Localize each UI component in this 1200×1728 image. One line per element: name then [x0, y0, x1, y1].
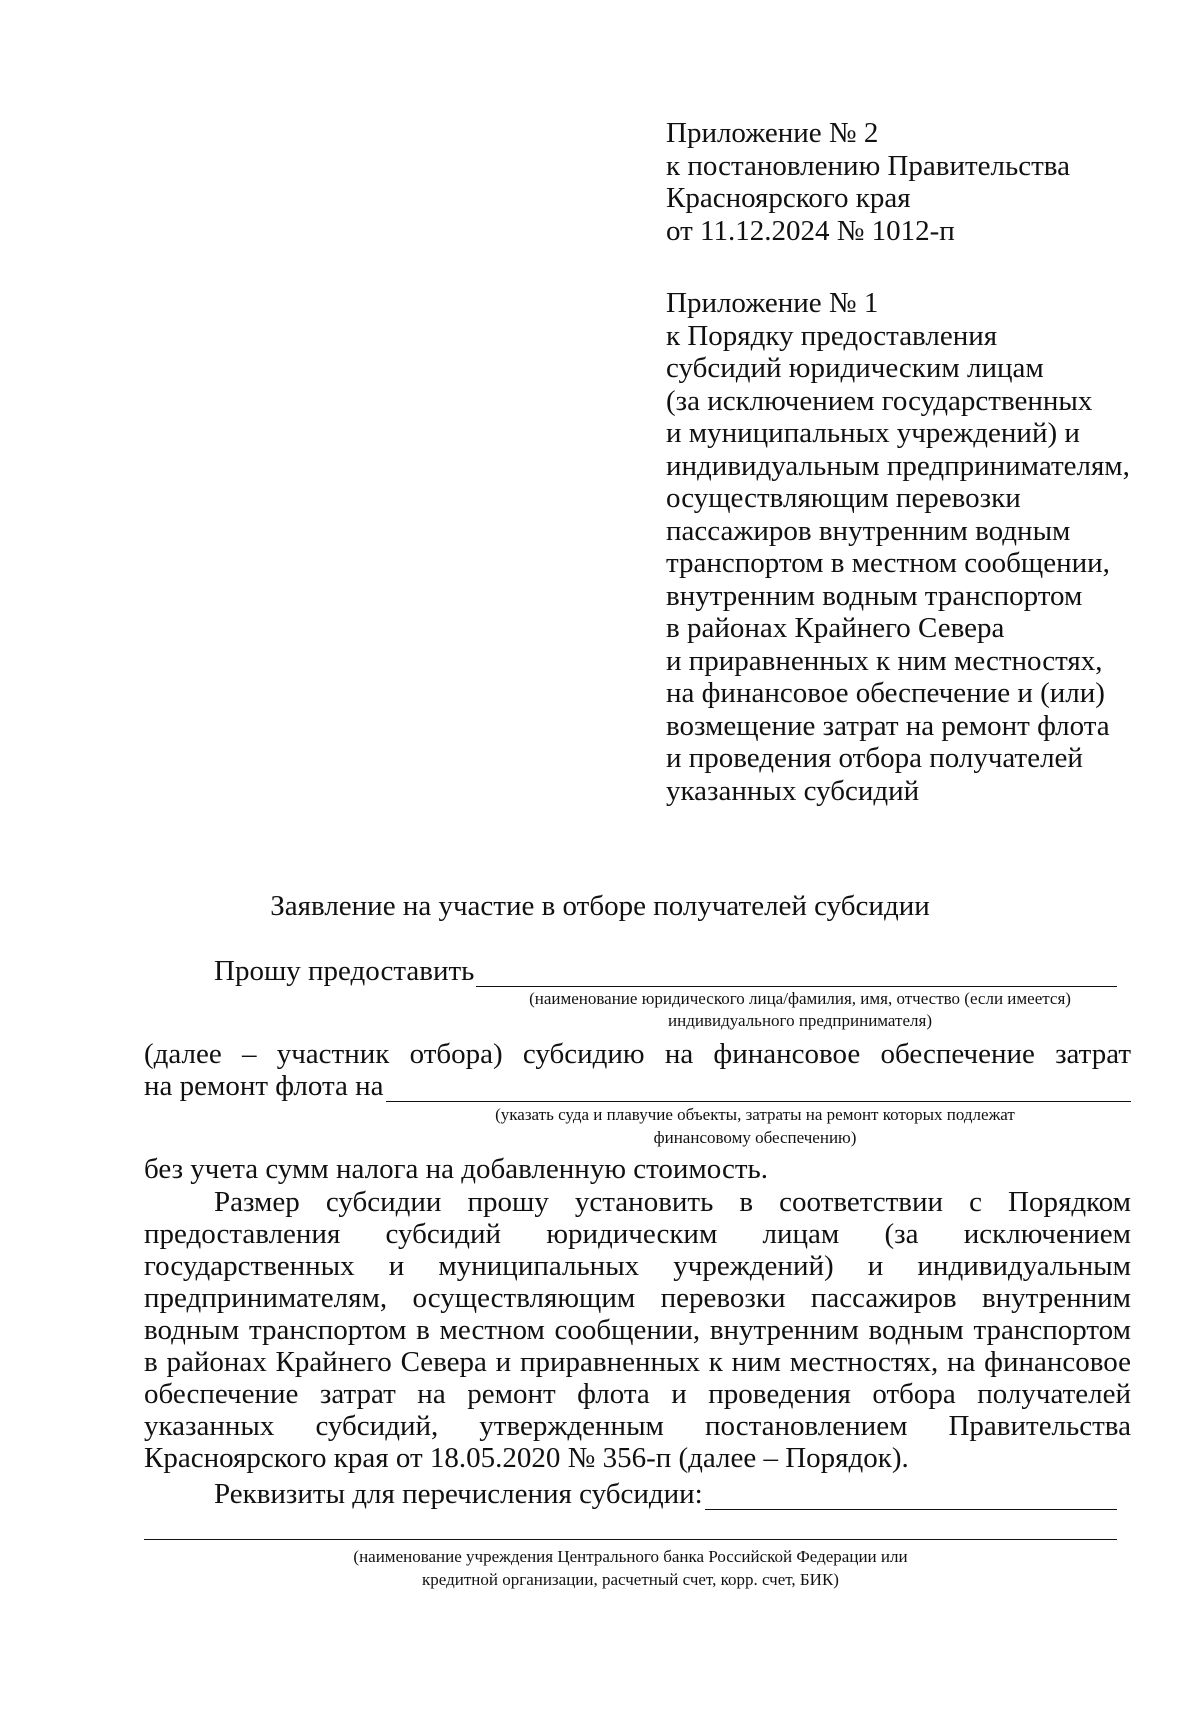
requisites-row — [214, 1478, 1117, 1510]
paragraph-line: предпринимателям, осуществляющим перевозки пассажиров внутренним — [144, 1282, 1131, 1314]
paragraph-line: Красноярского края от 18.05.2020 № 356-п (далее – Порядок). — [144, 1442, 909, 1474]
attachment-line: транспортом в местном сообщении, — [666, 547, 1110, 579]
paragraph-line: указанных субсидий, утвержденным постановлением Правительства — [144, 1410, 1131, 1442]
field-caption: (наименование учреждения Центрального банка Российской Федерации или — [353, 1547, 908, 1566]
field-caption: (указать суда и плавучие объекты, затраты на ремонт которых подлежат — [495, 1105, 1015, 1124]
request-row — [214, 955, 1117, 987]
attachment-line: Красноярского края — [666, 182, 911, 214]
attachment-line: к постановлению Правительства — [666, 149, 1070, 182]
paragraph-line: в районах Крайнего Севера и приравненных к ним местностях, на финансовое — [144, 1346, 1131, 1378]
attachment-line: осуществляющим перевозки — [666, 482, 1021, 514]
attachment-line: пассажиров внутренним водным — [666, 514, 1071, 547]
paragraph-line: водным транспортом в местном сообщении, внутренним водным транспортом — [144, 1314, 1131, 1346]
field-caption: индивидуального предпринимателя) — [668, 1011, 932, 1030]
paragraph-line: Размер субсидии прошу установить в соответствии с Порядком — [214, 1186, 1131, 1218]
attachment-line: в районах Крайнего Севера — [666, 612, 1005, 644]
field-caption: (наименование юридического лица/фамилия, имя, отчество (если имеется) — [529, 989, 1071, 1008]
requisites-field-line-2[interactable] — [144, 1539, 1117, 1540]
applicant-name-field[interactable] — [476, 960, 1117, 987]
repair-label: на ремонт флота на — [144, 1070, 384, 1102]
paragraph-line: обеспечение затрат на ремонт флота и проведения отбора получателей — [144, 1378, 1131, 1410]
request-label: Прошу предоставить — [214, 955, 475, 987]
requisites-field[interactable] — [705, 1483, 1117, 1510]
attachment-line: Приложение № 1 — [666, 287, 879, 319]
attachment-2-header — [666, 117, 1186, 247]
document-title: Заявление на участие в отборе получателей субсидии — [270, 890, 930, 922]
attachment-line: и проведения отбора получателей — [666, 742, 1083, 774]
field-caption: финансовому обеспечению) — [653, 1128, 857, 1147]
field-caption: кредитной организации, расчетный счет, корр. счет, БИК) — [422, 1570, 839, 1589]
paragraph-line: предоставления субсидий юридическим лицам (за исключением — [144, 1218, 1131, 1250]
attachment-line: указанных субсидий — [666, 774, 920, 807]
requisites-label: Реквизиты для перечисления субсидии: — [214, 1478, 703, 1510]
attachment-line: субсидий юридическим лицам — [666, 352, 1044, 384]
attachment-line: от 11.12.2024 № 1012-п — [666, 214, 955, 247]
vessels-field[interactable] — [386, 1075, 1131, 1102]
attachment-line: к Порядку предоставления — [666, 319, 998, 352]
repair-row — [144, 1070, 1131, 1102]
attachment-line: и приравненных к ним местностях, — [666, 644, 1103, 677]
request-line: (далее – участник отбора) субсидию на финансовое обеспечение затрат — [144, 1038, 1131, 1070]
attachment-line: возмещение затрат на ремонт флота — [666, 709, 1110, 742]
attachment-line: (за исключением государственных — [666, 384, 1093, 417]
attachment-line: индивидуальным предпринимателям, — [666, 449, 1130, 482]
paragraph-line: государственных и муниципальных учреждений) и индивидуальным — [144, 1250, 1131, 1282]
attachment-line: Приложение № 2 — [666, 117, 879, 149]
attachment-1-header — [666, 287, 1186, 807]
attachment-line: внутренним водным транспортом — [666, 579, 1083, 612]
attachment-line: и муниципальных учреждений) и — [666, 417, 1080, 449]
attachment-line: на финансовое обеспечение и (или) — [666, 677, 1105, 709]
request-line: без учета сумм налога на добавленную стоимость. — [144, 1153, 769, 1185]
